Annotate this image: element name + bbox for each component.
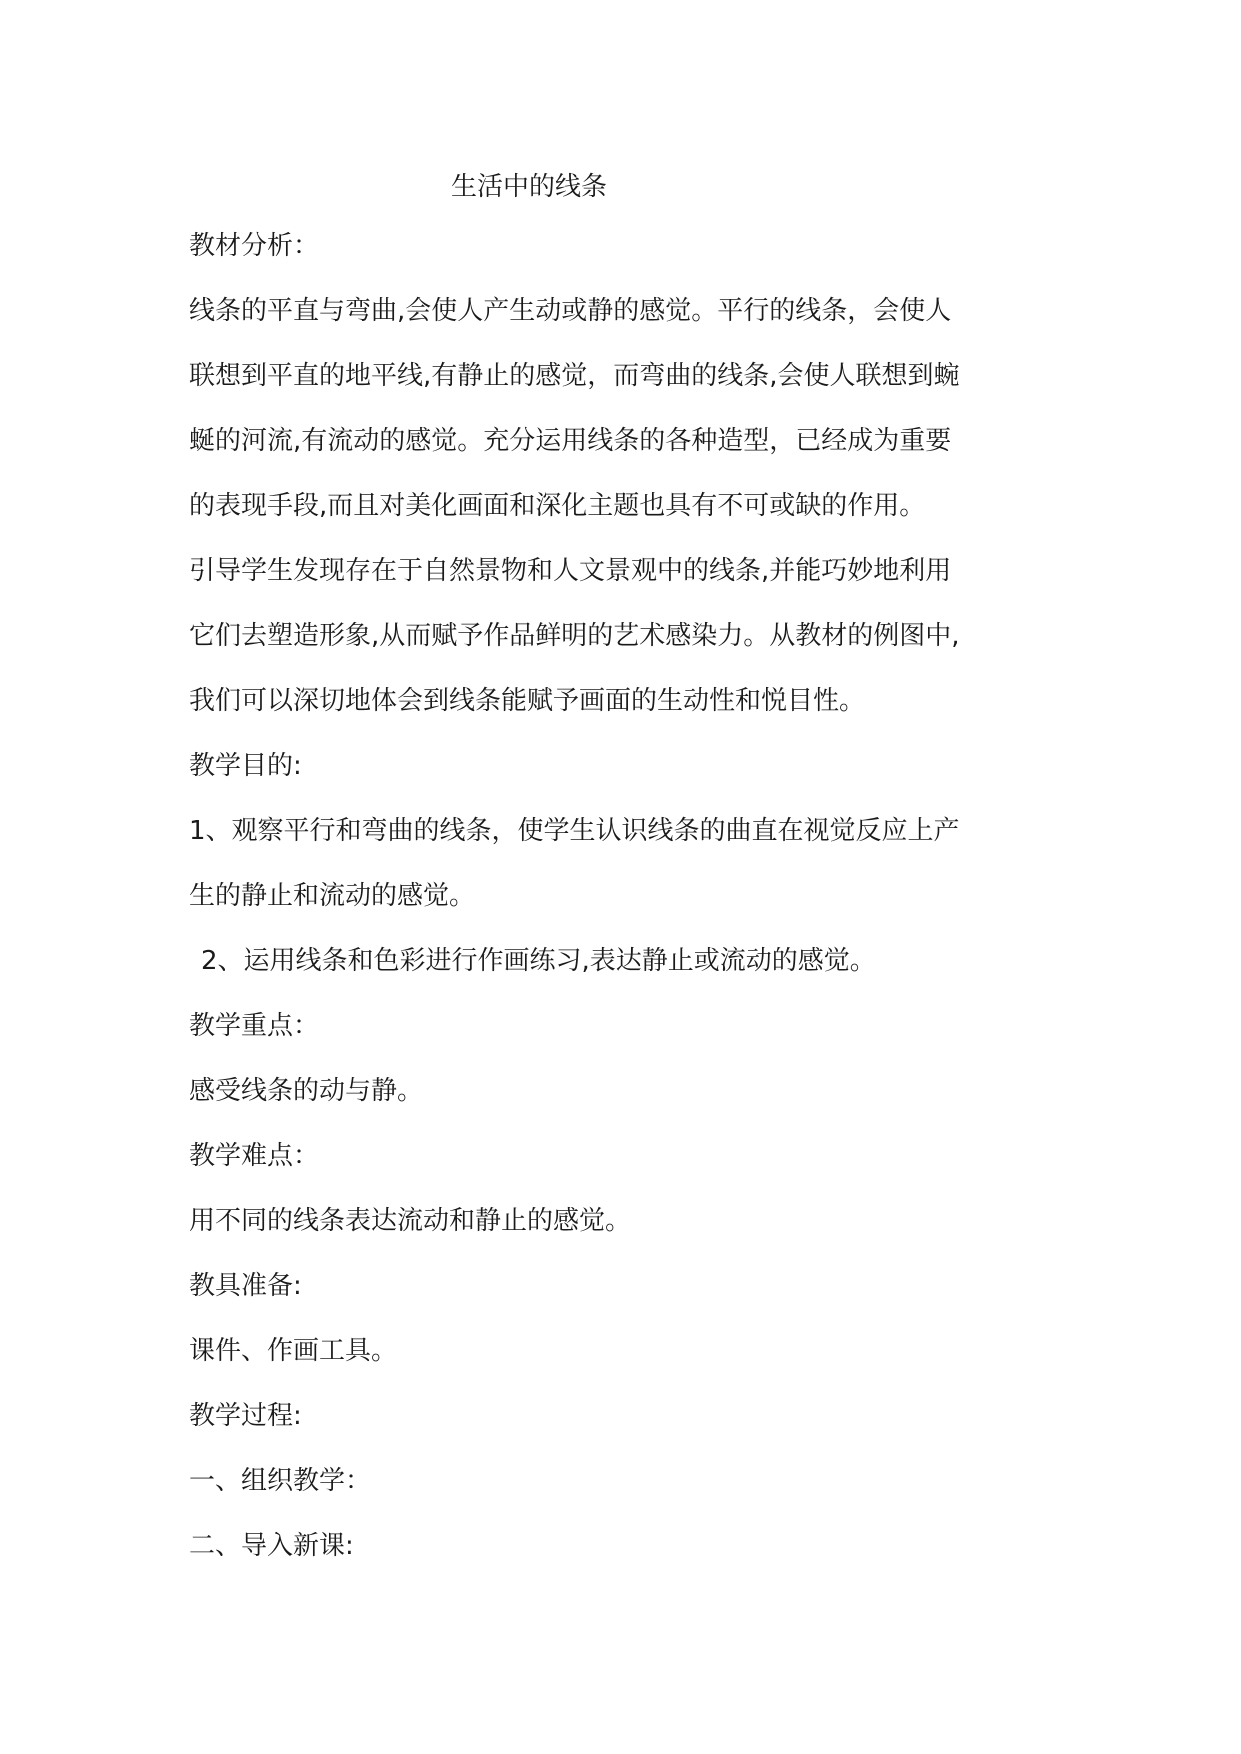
analysis-paragraph-2-line: 它们去塑造形象,从而赋予作品鲜明的艺术感染力。从教材的例图中, (189, 621, 960, 651)
analysis-paragraph-2-line: 引导学生发现存在于自然景物和人文景观中的线条,并能巧妙地利用 (189, 556, 952, 586)
analysis-heading: 教材分析： (189, 231, 320, 261)
analysis-paragraph-1-line: 蜒的河流,有流动的感觉。充分运用线条的各种造型，已经成为重要 (189, 426, 952, 456)
process-step-1: 一、组织教学： (189, 1466, 372, 1496)
analysis-paragraph-2-line: 我们可以深切地体会到线条能赋予画面的生动性和悦目性。 (189, 686, 866, 716)
process-heading: 教学过程: (189, 1401, 302, 1431)
difficulty-heading: 教学难点： (189, 1141, 320, 1171)
difficulty-text: 用不同的线条表达流动和静止的感觉。 (189, 1206, 632, 1236)
tools-text: 课件、作画工具。 (189, 1336, 398, 1366)
document-body (189, 160, 1057, 1579)
goal-item-1-line: 1、观察平行和弯曲的线条，使学生认识线条的曲直在视觉反应上产 (189, 816, 960, 846)
process-step-2: 二、导入新课: (189, 1531, 354, 1561)
analysis-paragraph-1-line: 的表现手段,而且对美化画面和深化主题也具有不可或缺的作用。 (189, 491, 926, 521)
key-point-heading: 教学重点： (189, 1011, 320, 1041)
analysis-paragraph-1-line: 联想到平直的地平线,有静止的感觉，而弯曲的线条,会使人联想到蜿 (189, 361, 960, 391)
analysis-paragraph-1 (189, 279, 1057, 539)
goal-heading: 教学目的: (189, 751, 302, 781)
document-title: 生活中的线条 (451, 172, 608, 202)
goal-item-1-line: 生的静止和流动的感觉。 (189, 881, 476, 911)
analysis-paragraph-1-line: 线条的平直与弯曲,会使人产生动或静的感觉。平行的线条，会使人 (189, 296, 952, 326)
analysis-paragraph-2 (189, 539, 1057, 734)
goal-item-2: 2、运用线条和色彩进行作画练习,表达静止或流动的感觉。 (201, 946, 876, 976)
key-point-text: 感受线条的动与静。 (189, 1076, 424, 1106)
goal-item-1 (189, 799, 1057, 929)
tools-heading: 教具准备: (189, 1271, 302, 1301)
